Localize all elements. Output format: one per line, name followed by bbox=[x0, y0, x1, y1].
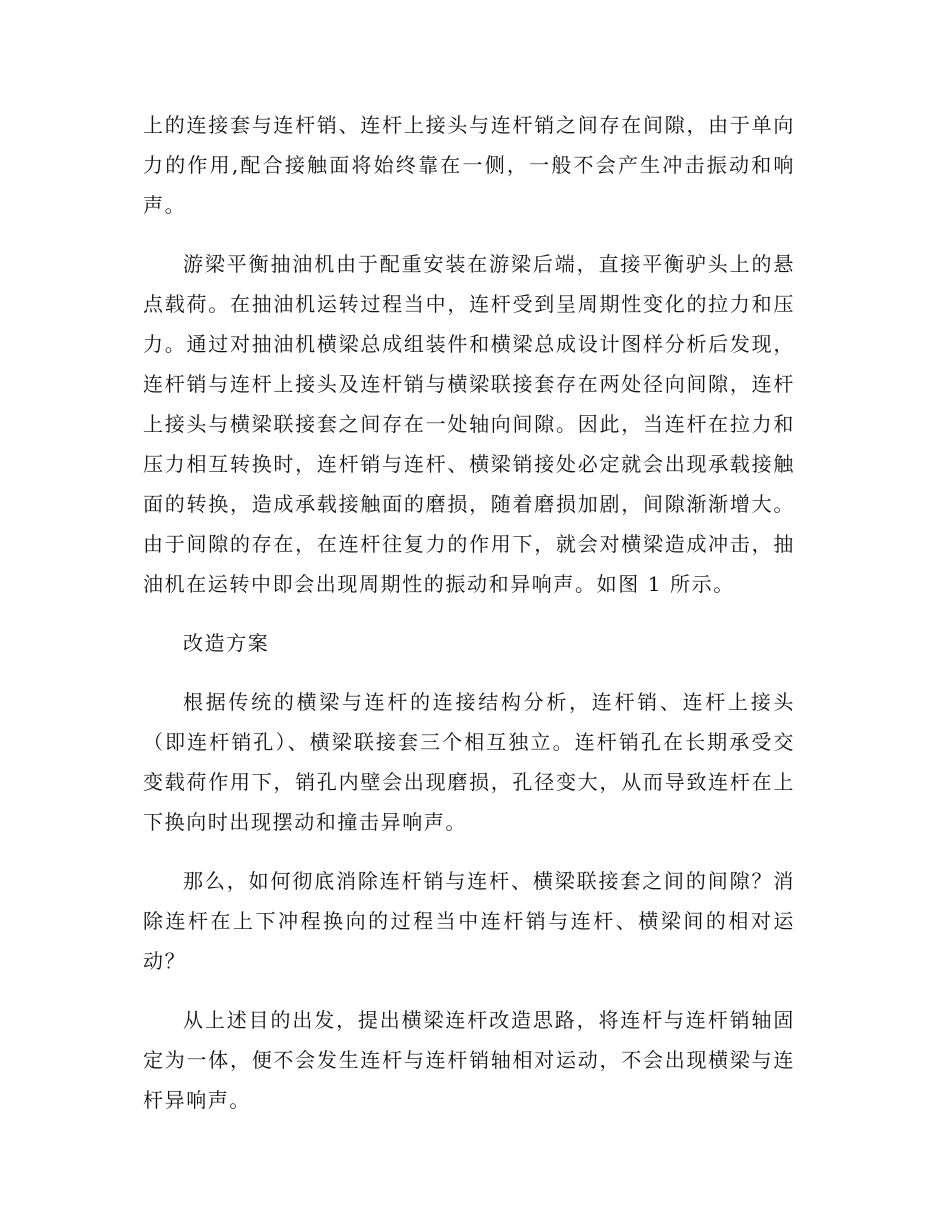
document-body bbox=[143, 105, 795, 1120]
paragraph-structure-analysis: 根据传统的横梁与连杆的连接结构分析，连杆销、连杆上接头（即连杆销孔）、横梁联接套三个相互独立。连杆销孔在长期承受交变载荷作用下，销孔内壁会出现磨损，孔径变大，从而导致连杆在上下换向时出现摆动和撞击异响声。 bbox=[143, 690, 795, 834]
paragraph-balance-mechanism: 游梁平衡抽油机由于配重安装在游梁后端，直接平衡驴头上的悬点载荷。在抽油机运转过程当中，连杆受到呈周期性变化的拉力和压力。通过对抽油机横梁总成组装件和横梁总成设计图样分析后发现，连杆销与连杆上接头及连杆销与横梁联接套存在两处径向间隙，连杆上接头与横梁联接套之间存在一处轴向间隙。因此，当连杆在拉力和压力相互转换时，连杆销与连杆、横梁销接处必定就会出现承载接触面的转换，造成承载接触面的磨损，随着磨损加剧，间隙渐渐增大。由于间隙的存在，在连杆往复力的作用下，就会对横梁造成冲击，抽油机在运转中即会出现周期性的振动和异响声。如图 1 所示。 bbox=[143, 252, 795, 596]
paragraph-proposal: 从上述目的出发，提出横梁连杆改造思路，将连杆与连杆销轴固定为一体，便不会发生连杆与连杆销轴相对运动，不会出现横梁与连杆异响声。 bbox=[143, 1008, 795, 1112]
paragraph-question: 那么，如何彻底消除连杆销与连杆、横梁联接套之间的间隙？消除连杆在上下冲程换向的过程当中连杆销与连杆、横梁间的相对运动？ bbox=[143, 869, 795, 973]
paragraph-continuation: 上的连接套与连杆销、连杆上接头与连杆销之间存在间隙，由于单向力的作用,配合接触面将始终靠在一侧，一般不会产生冲击振动和响声。 bbox=[143, 113, 795, 217]
section-heading-modification-plan: 改造方案 bbox=[183, 631, 270, 655]
